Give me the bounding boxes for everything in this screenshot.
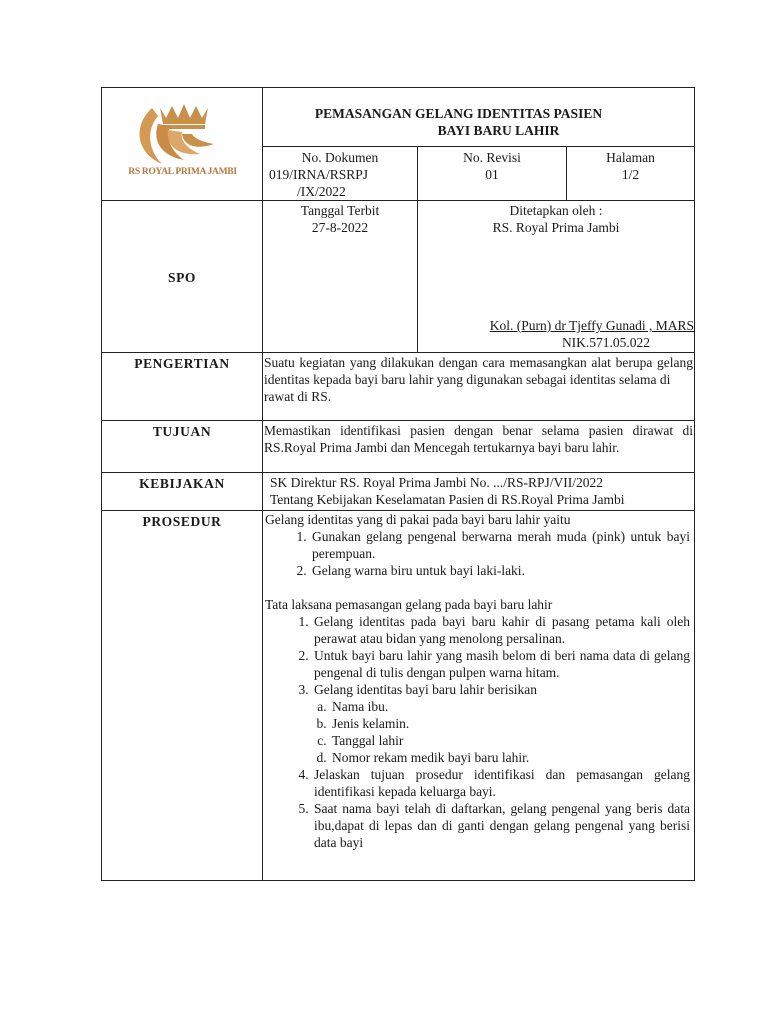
tujuan-text: Memastikan identifikasi pasien dengan benar selama pasien dirawat di RS.Royal Prima Jambi dan Mencegah tertukarnya bayi baru lahir. [263,421,695,473]
bracelet-contents-list [314,698,690,766]
issue-date-label: Tanggal Terbit [300,203,380,218]
list-item: 2. Untuk bayi baru lahir yang masih belom di beri nama data di gelang pengenal di tulis dengan pulpen warna hitam. [312,647,690,681]
sub-list-item: c. Tanggal lahir [330,732,690,749]
pengertian-content [263,353,695,421]
pengertian-text-2: rawat di RS. [264,389,332,404]
prosedur-intro-2: Tata laksana pemasangan gelang pada bayi baru lahir [265,597,553,612]
list-item: 1. Gunakan gelang pengenal berwarna merah muda (pink) untuk bayi perempuan. [310,528,690,562]
spo-label: SPO [102,201,263,353]
prosedur-content [263,511,695,881]
logo-cell [102,88,263,201]
page-label: Halaman [606,150,655,165]
approval-org: RS. Royal Prima Jambi [492,220,620,235]
document-title [263,88,695,147]
prosedur-label: PROSEDUR [102,511,263,881]
tujuan-label: TUJUAN [102,421,263,473]
kebijakan-line-1: SK Direktur RS. Royal Prima Jambi No. .../RS-RPJ/VII/2022 [270,475,604,490]
title-line-1: PEMASANGAN GELANG IDENTITAS PASIEN [314,106,603,121]
signer-name: Kol. (Purn) dr Tjeffy Gunadi , MARS [489,318,694,333]
sub-list-item: a. Nama ibu. [330,698,690,715]
doc-number-label: No. Dokumen [301,150,379,165]
list-item [312,681,690,766]
approval-label: Ditetapkan oleh : [509,203,603,218]
revision-label: No. Revisi [463,150,521,165]
logo-text: RS ROYAL PRIMA JAMBI [128,167,237,177]
sub-list-item: d. Nomor rekam medik bayi baru lahir. [330,749,690,766]
kebijakan-line-2: Tentang Kebijakan Keselamatan Pasien di RS.Royal Prima Jambi [270,492,625,507]
page-value: 1/2 [621,167,640,182]
list-item: 5. Saat nama bayi telah di daftarkan, gelang pengenal yang beris data ibu,dapat di lepas dan di ganti dengan gelang pengenal yang berisi data bayi [312,800,690,851]
list-item: 4. Jelaskan tujuan prosedur identifikasi dan pemasangan gelang identifikasi kepada keluarga bayi. [312,766,690,800]
list-item: 1. Gelang identitas pada bayi baru kahir di pasang petama kali oleh perawat atau bidan yang menolong persalinan. [312,613,690,647]
revision-value: 01 [485,167,499,182]
issue-date-value: 27-8-2022 [311,220,369,235]
doc-number-cell [263,147,418,201]
page-cell [567,147,695,201]
approval-cell [418,201,695,353]
pengertian-label: PENGERTIAN [102,353,263,421]
signer-nik: NIK.571.05.022 [561,335,651,350]
procedure-steps-list [265,613,690,851]
pengertian-text: Suatu kegiatan yang dilakukan dengan cara memasangkan alat berupa gelang identitas kepada bayi baru lahir yang digunakan sebagai identitas selama di [264,355,693,387]
list-item-text: Gelang identitas bayi baru lahir berisikan [314,682,538,697]
title-line-2: BAYI BARU LAHIR [437,123,560,138]
issue-date-cell [263,201,418,353]
signature-block [448,317,694,351]
kebijakan-label: KEBIJAKAN [102,473,263,511]
prosedur-intro-1: Gelang identitas yang di pakai pada bayi baru lahir yaitu [265,512,571,527]
doc-number-value-1: 019/IRNA/RSRPJ [269,167,369,182]
sub-list-item: b. Jenis kelamin. [330,715,690,732]
spo-table [101,87,695,881]
revision-cell [418,147,567,201]
doc-number-value-2: /IX/2022 [297,184,346,199]
list-item: 2. Gelang warna biru untuk bayi laki-laki. [310,562,690,579]
spo-document [101,87,694,881]
bracelet-color-list [265,528,690,579]
kebijakan-content [263,473,695,511]
